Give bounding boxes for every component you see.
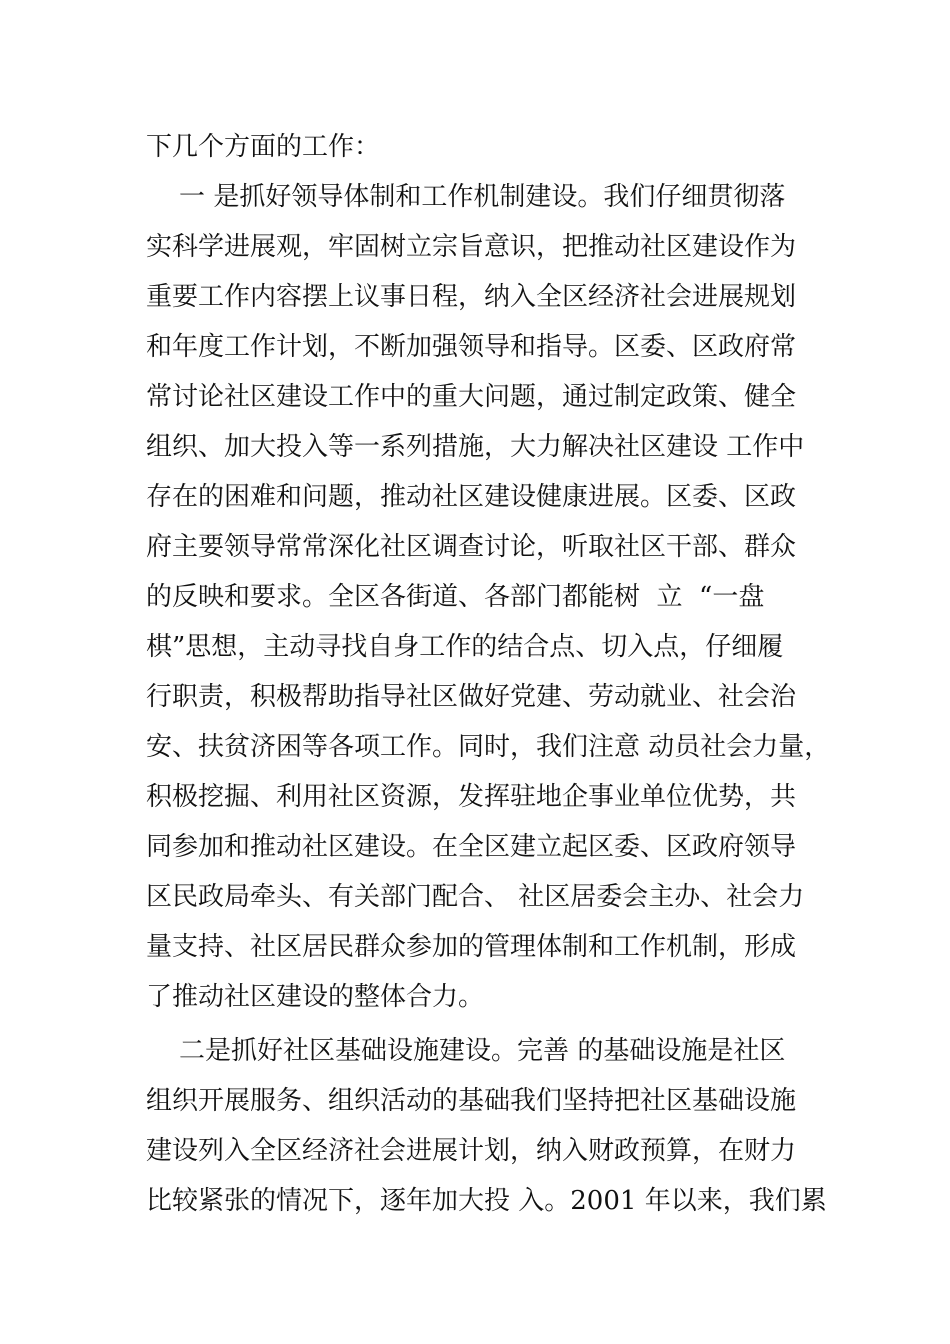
text-line: 府主要领导常常深化社区调查讨论，听取社区干部、群众	[146, 532, 797, 562]
text-line: 和年度工作计划，不断加强领导和指导。区委、区政府常	[146, 332, 797, 362]
text-line: 组织、加大投入等一系列措施，大力解决社区建设 工作中	[146, 432, 805, 462]
text-line: 常讨论社区建设工作中的重大问题，通过制定政策、健全	[146, 382, 797, 412]
text-line: 行职责，积极帮助指导社区做好党建、劳动就业、社会治	[146, 682, 797, 712]
text-line: 建设列入全区经济社会进展计划，纳入财政预算，在财力	[146, 1136, 797, 1166]
text-line: 了推动社区建设的整体合力。	[146, 982, 485, 1012]
text-line: 安、扶贫济困等各项工作。同时，我们注意 动员社会力量，	[146, 732, 831, 762]
text-line: 棋”思想，主动寻找自身工作的结合点、切入点，仔细履	[146, 632, 784, 662]
text-line: 量支持、社区居民群众参加的管理体制和工作机制，形成	[146, 932, 797, 962]
text-line: 存在的困难和问题，推动社区建设健康进展。区委、区政	[146, 482, 797, 512]
text-line: 比较紧张的情况下，逐年加大投 入。2001 年以来，我们累	[146, 1186, 827, 1216]
body-text	[146, 122, 846, 1226]
text-line: 同参加和推动社区建设。在全区建立起区委、区政府领导	[146, 832, 797, 862]
text-line: 组织开展服务、组织活动的基础我们坚持把社区基础设施	[146, 1086, 797, 1116]
text-line: 区民政局牵头、有关部门配合、 社区居委会主办、社会力	[146, 882, 805, 912]
text-line: 二是抓好社区基础设施建设。完善 的基础设施是社区	[146, 1036, 786, 1066]
text-line: 一 是抓好领导体制和工作机制建设。我们仔细贯彻落	[146, 182, 786, 212]
text-line: 积极挖掘、利用社区资源，发挥驻地企事业单位优势，共	[146, 782, 797, 812]
text-line: 下几个方面的工作：	[146, 132, 381, 162]
text-line: 重要工作内容摆上议事日程，纳入全区经济社会进展规划	[146, 282, 797, 312]
text-line: 的反映和要求。全区各街道、各部门都能树 立 “一盘	[146, 582, 765, 612]
text-line: 实科学进展观，牢固树立宗旨意识，把推动社区建设作为	[146, 232, 797, 262]
